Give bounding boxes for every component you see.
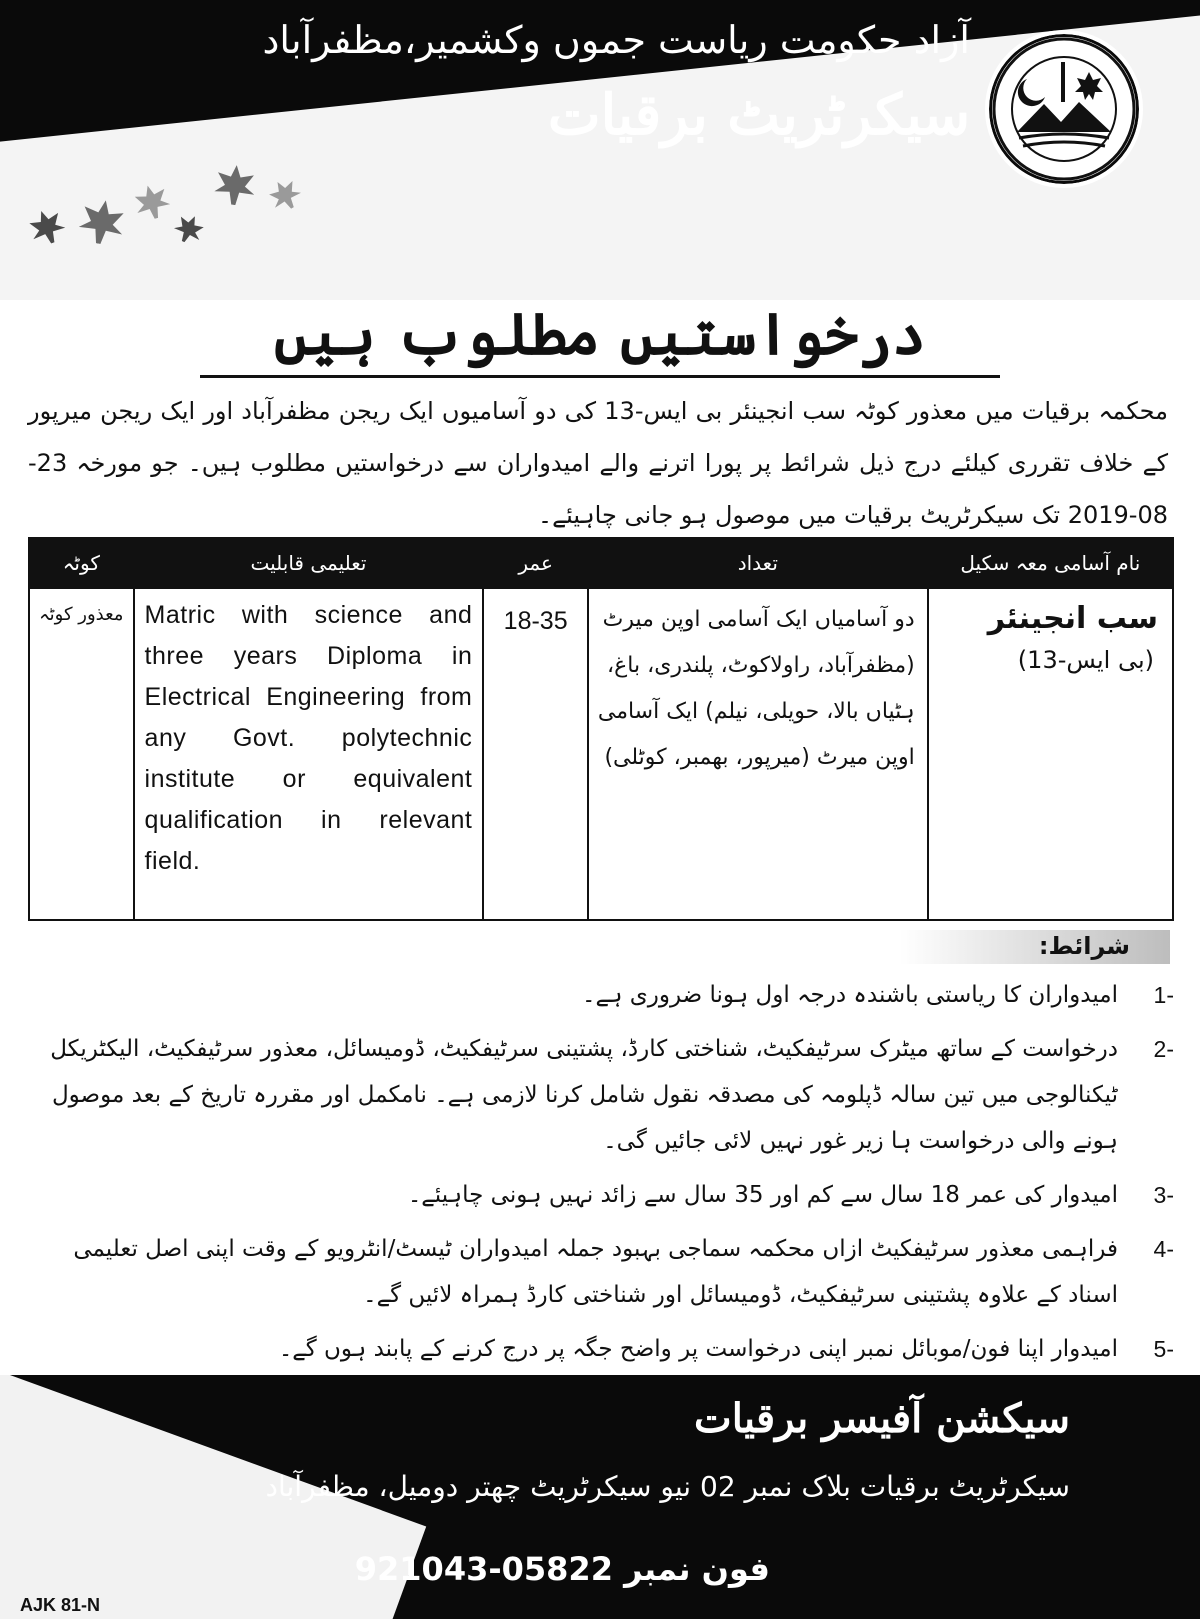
cell-count — [588, 588, 928, 920]
post-scale: (بی ایس-13) — [1017, 646, 1154, 674]
posts-table — [28, 537, 1174, 921]
list-item — [28, 1326, 1174, 1372]
footer-band — [0, 1375, 1200, 1619]
post-title: سب انجینئر — [987, 601, 1158, 636]
page-title: درخواستیں مطلوب ہیں — [273, 300, 927, 368]
cell-quota — [29, 588, 134, 920]
footer-phone: فون نمبر 05822-921043 — [354, 1550, 770, 1588]
list-item — [28, 1172, 1174, 1218]
column-header-count: تعداد — [588, 538, 928, 588]
quota-text: معذور کوٹہ — [39, 604, 124, 625]
header-government-title: آزاد حکومت ریاست جموں وکشمیر،مظفرآباد — [262, 18, 970, 62]
cell-qualification — [134, 588, 484, 920]
condition-text: امیدوار کی عمر 18 سال سے کم اور 35 سال سے زائد نہیں ہونی چاہیئے۔ — [407, 1182, 1118, 1208]
column-header-qualification: تعلیمی قابلیت — [134, 538, 484, 588]
condition-text: امیدواران کا ریاستی باشندہ درجہ اول ہونا ضروری ہے۔ — [581, 982, 1118, 1008]
condition-text: درخواست کے ساتھ میٹرک سرٹیفکیٹ، شناختی کارڈ، پشتینی سرٹیفکیٹ، ڈومیسائل، معذور سرٹیفکیٹ، الیکٹریکل ٹیکنالوجی میں تین سالہ ڈپلومہ کی مصدقہ نقول شامل کرنا لازمی ہے۔ نامکمل اور مقررہ تاریخ کے بعد موصول ہونے والی درخواست ہا زیر غور نہیں لائی جائیں گی۔ — [50, 1036, 1118, 1154]
header-band — [0, 0, 1200, 300]
column-header-quota: کوٹہ — [29, 538, 134, 588]
age-range: 18-35 — [503, 607, 568, 635]
column-header-post-name: نام آسامی معہ سکیل — [928, 538, 1173, 588]
conditions-heading-bar — [900, 930, 1170, 964]
footer-address: سیکرٹریٹ برقیات بلاک نمبر 02 نیو سیکرٹریٹ چھتر دومیل، مظفرآباد — [265, 1470, 1070, 1503]
ad-code: AJK 81-N — [20, 1595, 101, 1615]
condition-number: 3- — [1153, 1182, 1174, 1208]
divider — [200, 375, 1000, 378]
table-header-row — [29, 538, 1173, 588]
condition-text: امیدوار اپنا فون/موبائل نمبر اپنی درخواست پر واضح جگہ پر درج کرنے کے پابند ہوں گے۔ — [278, 1336, 1118, 1362]
condition-number: 4- — [1153, 1236, 1174, 1262]
condition-number: 2- — [1153, 1036, 1174, 1062]
condition-text: فراہمی معذور سرٹیفکیٹ ازاں محکمہ سماجی بہبود جملہ امیدواران ٹیسٹ/انٹرویو کے وقت اپنی اصل تعلیمی اسناد کے علاوہ پشتینی سرٹیفکیٹ، ڈومیسائل اور شناختی کارڈ ہمراہ لائیں گے۔ — [73, 1236, 1118, 1308]
header-secretariat-title: سیکرٹریٹ برقیات — [547, 82, 970, 148]
list-item — [28, 1026, 1174, 1164]
table-row — [29, 588, 1173, 920]
count-text: دو آسامیاں ایک آسامی اوپن میرٹ (مظفرآباد، راولاکوٹ، پلندری، باغ، ہٹیاں بالا، حویلی، نیلم) ایک آسامی اوپن میرٹ (میرپور، بھمبر، کوٹلی) — [597, 607, 915, 770]
condition-number: 5- — [1153, 1336, 1174, 1362]
footer-office-title: سیکشن آفیسر برقیات — [694, 1395, 1070, 1442]
conditions-heading: شرائط: — [1038, 932, 1130, 960]
conditions-list — [28, 972, 1174, 1380]
list-item — [28, 1226, 1174, 1318]
list-item — [28, 972, 1174, 1018]
intro-paragraph: محکمہ برقیات میں معذور کوٹہ سب انجینئر بی ایس-13 کی دو آسامیوں ایک ریجن مظفرآباد اور ایک ریجن میرپور کے خلاف تقرری کیلئے درج ذیل شرائط پر پورا اترنے والے امیدواران سے درخواستیں مطلوب ہیں۔ جو مورخہ 23-08-2019 تک سیکرٹریٹ برقیات میں موصول ہو جانی چاہیئے۔ — [28, 397, 1169, 529]
column-header-age: عمر — [483, 538, 588, 588]
qualification-text: Matric with science and three years Diploma in Electrical Engineering from any Govt. polytechnic institute or equivalent qualification in relevant field. — [144, 601, 473, 875]
government-emblem-icon — [985, 30, 1143, 188]
condition-number: 1- — [1153, 982, 1174, 1008]
cell-post-name — [928, 588, 1173, 920]
cell-age — [483, 588, 588, 920]
